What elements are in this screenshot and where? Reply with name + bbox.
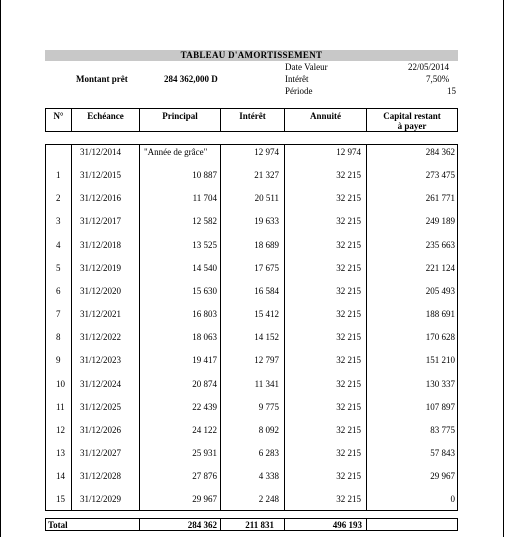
row-interet: 11 341 [254, 379, 279, 389]
row-number: 5 [56, 263, 61, 273]
total-label: Total [48, 520, 68, 530]
row-capital: 205 493 [425, 286, 455, 296]
row-number: 3 [56, 216, 61, 226]
row-date: 31/12/2017 [80, 216, 122, 226]
row-interet: 15 412 [254, 309, 279, 319]
date-value-label: Date Valeur [285, 62, 328, 72]
row-annuite: 32 215 [336, 286, 361, 296]
row-capital: 107 897 [425, 402, 455, 412]
header-capital-line2: à payer [397, 121, 427, 131]
row-date: 31/12/2027 [80, 448, 122, 458]
table-row [45, 263, 458, 273]
row-annuite: 32 215 [336, 170, 361, 180]
row-date: 31/12/2026 [80, 425, 122, 435]
row-capital: 57 843 [430, 448, 455, 458]
row-capital: 130 337 [425, 379, 455, 389]
row-capital: 221 124 [425, 263, 455, 273]
table-title: TABLEAU D'AMORTISSEMENT [45, 50, 458, 61]
row-capital: 83 775 [430, 425, 455, 435]
table-row [45, 240, 458, 250]
col-divider [366, 518, 367, 531]
table-row [45, 402, 458, 412]
row-date: 31/12/2028 [80, 471, 122, 481]
row-capital: 273 475 [425, 170, 455, 180]
row-annuite: 32 215 [336, 494, 361, 504]
row-interet: 8 092 [258, 425, 279, 435]
interest-value: 7,50% [426, 74, 450, 84]
row-interet: 18 689 [254, 240, 279, 250]
row-annuite: 32 215 [336, 240, 361, 250]
row-number: 15 [56, 494, 65, 504]
table-row [45, 332, 458, 342]
total-interet: 211 831 [245, 520, 274, 530]
row-capital: 170 628 [425, 332, 455, 342]
row-annuite: 32 215 [336, 309, 361, 319]
row-date: 31/12/2024 [80, 379, 122, 389]
table-row [45, 494, 458, 504]
row-date: 31/12/2023 [80, 355, 122, 365]
row-annuite: 32 215 [336, 263, 361, 273]
loan-amount-value: 284 362,000 D [164, 74, 218, 84]
header-echeance: Echéance [72, 109, 140, 131]
row-annuite: 32 215 [336, 193, 361, 203]
row-capital: 151 210 [425, 355, 455, 365]
page-right-border [503, 0, 504, 537]
row-date: 31/12/2016 [80, 193, 122, 203]
row-number: 6 [56, 286, 61, 296]
row-capital: 29 967 [430, 471, 455, 481]
row-principal: 27 876 [192, 471, 217, 481]
row-principal: 10 887 [192, 170, 217, 180]
row-interet: 12 797 [254, 355, 279, 365]
page-left-border [0, 0, 1, 537]
row-interet: 9 775 [258, 402, 279, 412]
interest-label: Intérêt [285, 74, 309, 84]
table-row [45, 471, 458, 481]
row-annuite: 32 215 [336, 379, 361, 389]
row-capital: 249 189 [425, 216, 455, 226]
row-principal: "Année de grâce" [144, 147, 208, 157]
loan-amount-label: Montant prêt [76, 74, 128, 84]
row-number: 1 [56, 170, 61, 180]
header-annuite: Annuité [285, 109, 367, 131]
row-number: 7 [56, 309, 61, 319]
header-num: N° [46, 109, 72, 131]
row-date: 31/12/2022 [80, 332, 122, 342]
total-annuite: 496 193 [332, 520, 362, 530]
table-row [45, 448, 458, 458]
table-row [45, 379, 458, 389]
header-capital [367, 109, 457, 131]
row-capital: 0 [450, 494, 455, 504]
row-number: 13 [56, 448, 65, 458]
row-interet: 16 584 [254, 286, 279, 296]
row-date: 31/12/2025 [80, 402, 122, 412]
table-row [45, 147, 458, 157]
row-principal: 29 967 [192, 494, 217, 504]
table-row [45, 193, 458, 203]
date-value: 22/05/2014 [408, 62, 450, 72]
row-interet: 19 633 [254, 216, 279, 226]
row-interet: 17 675 [254, 263, 279, 273]
row-date: 31/12/2015 [80, 170, 122, 180]
row-number: 10 [56, 379, 65, 389]
row-number: 11 [56, 402, 65, 412]
row-annuite: 32 215 [336, 402, 361, 412]
row-interet: 6 283 [258, 448, 279, 458]
table-header [45, 108, 458, 132]
row-principal: 22 439 [192, 402, 217, 412]
row-date: 31/12/2014 [80, 147, 122, 157]
row-number: 8 [56, 332, 61, 342]
row-capital: 261 771 [425, 193, 455, 203]
row-annuite: 32 215 [336, 216, 361, 226]
row-annuite: 32 215 [336, 355, 361, 365]
row-principal: 20 874 [192, 379, 217, 389]
row-principal: 19 417 [192, 355, 217, 365]
header-capital-line1: Capital restant [383, 111, 441, 121]
row-number: 14 [56, 471, 65, 481]
row-annuite: 12 974 [336, 147, 361, 157]
row-interet: 2 248 [258, 494, 279, 504]
row-annuite: 32 215 [336, 471, 361, 481]
row-principal: 11 704 [192, 193, 217, 203]
row-principal: 12 582 [192, 216, 217, 226]
row-number: 9 [56, 355, 61, 365]
row-principal: 18 063 [192, 332, 217, 342]
row-date: 31/12/2018 [80, 240, 122, 250]
period-value: 15 [447, 86, 456, 96]
row-principal: 13 525 [192, 240, 217, 250]
row-annuite: 32 215 [336, 332, 361, 342]
row-principal: 15 630 [192, 286, 217, 296]
row-date: 31/12/2019 [80, 263, 122, 273]
period-label: Période [285, 86, 313, 96]
row-interet: 14 152 [254, 332, 279, 342]
table-row [45, 170, 458, 180]
row-principal: 25 931 [192, 448, 217, 458]
header-interet: Intérêt [221, 109, 285, 131]
table-row [45, 309, 458, 319]
row-annuite: 32 215 [336, 448, 361, 458]
header-principal: Principal [140, 109, 221, 131]
row-capital: 284 362 [425, 147, 455, 157]
row-interet: 4 338 [258, 471, 279, 481]
row-interet: 12 974 [254, 147, 279, 157]
table-row [45, 216, 458, 226]
row-date: 31/12/2020 [80, 286, 122, 296]
table-row [45, 425, 458, 435]
row-interet: 20 511 [254, 193, 279, 203]
row-capital: 235 663 [425, 240, 455, 250]
table-row [45, 355, 458, 365]
row-annuite: 32 215 [336, 425, 361, 435]
row-number: 4 [56, 240, 61, 250]
row-principal: 24 122 [192, 425, 217, 435]
table-row [45, 286, 458, 296]
row-principal: 14 540 [192, 263, 217, 273]
row-date: 31/12/2021 [80, 309, 122, 319]
row-interet: 21 327 [254, 170, 279, 180]
row-number: 2 [56, 193, 61, 203]
row-date: 31/12/2029 [80, 494, 122, 504]
row-principal: 16 803 [192, 309, 217, 319]
row-capital: 188 691 [425, 309, 455, 319]
row-number: 12 [56, 425, 65, 435]
total-principal: 284 362 [187, 520, 217, 530]
